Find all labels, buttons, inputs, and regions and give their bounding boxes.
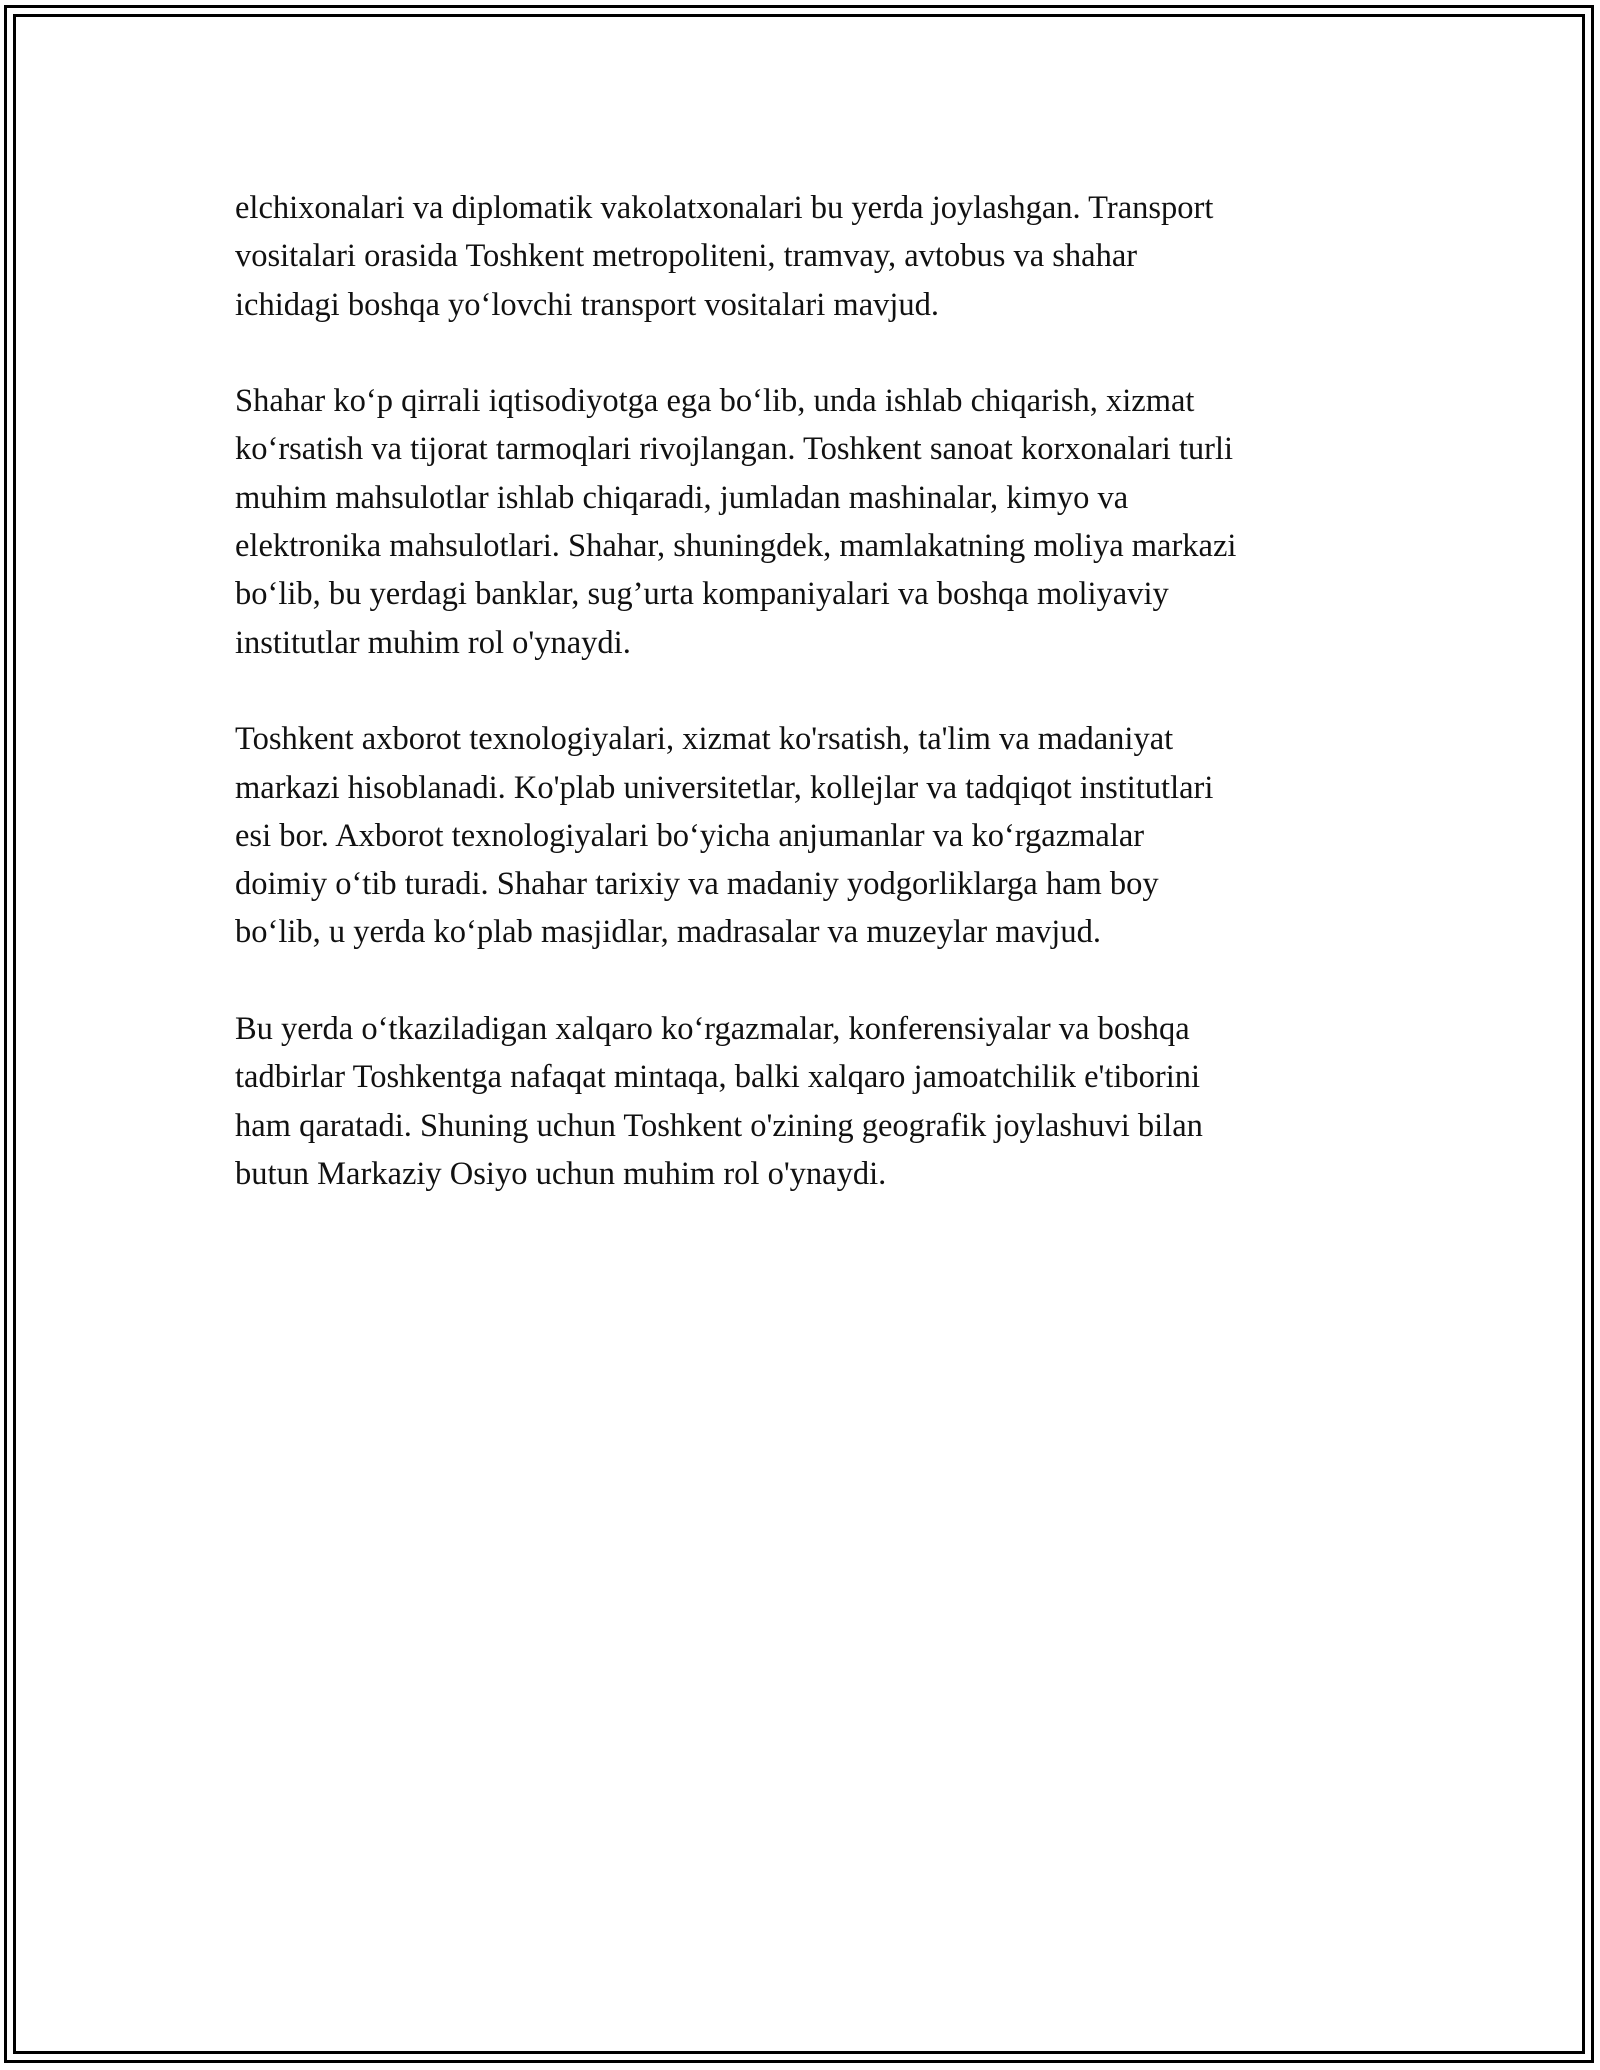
text-line: bo‘lib, u yerda ko‘plab masjidlar, madrasalar va muzeylar mavjud. bbox=[235, 914, 1101, 951]
text-line: muhim mahsulotlar ishlab chiqaradi, jumladan mashinalar, kimyo va bbox=[235, 479, 1129, 516]
text-line: Shahar ko‘p qirrali iqtisodiyotga ega bo‘lib, unda ishlab chiqarish, xizmat bbox=[235, 383, 1195, 420]
paragraph-economy bbox=[235, 377, 1375, 667]
text-line: esi bor. Axborot texnologiyalari bo‘yicha anjumanlar va ko‘rgazmalar bbox=[235, 817, 1145, 854]
text-line: doimiy o‘tib turadi. Shahar tarixiy va madaniy yodgorliklarga ham boy bbox=[235, 866, 1159, 903]
text-line: elchixonalari va diplomatik vakolatxonalari bu yerda joylashgan. Transport bbox=[235, 190, 1214, 226]
text-line: ko‘rsatish va tijorat tarmoqlari rivojlangan. Toshkent sanoat korxonalari turli bbox=[235, 431, 1234, 468]
text-line: markazi hisoblanadi. Ko'plab universitetlar, kollejlar va tadqiqot institutlari bbox=[235, 769, 1214, 806]
text-line: ichidagi boshqa yo‘lovchi transport vositalari mavjud. bbox=[235, 286, 940, 323]
text-line: Bu yerda o‘tkaziladigan xalqaro ko‘rgazmalar, konferensiyalar va boshqa bbox=[235, 1011, 1190, 1048]
paragraph-transport bbox=[235, 184, 1375, 329]
text-line: butun Markaziy Osiyo uchun muhim rol o'ynaydi. bbox=[235, 1155, 887, 1192]
paragraph-international-events bbox=[235, 1005, 1375, 1198]
text-line: elektronika mahsulotlari. Shahar, shuningdek, mamlakatning moliya markazi bbox=[235, 528, 1237, 565]
paragraph-education-culture bbox=[235, 715, 1375, 956]
text-line: tadbirlar Toshkentga nafaqat mintaqa, balki xalqaro jamoatchilik e'tiborini bbox=[235, 1059, 1201, 1096]
text-line: bo‘lib, bu yerdagi banklar, sug’urta kompaniyalari va boshqa moliyaviy bbox=[235, 576, 1169, 613]
text-line: institutlar muhim rol o'ynaydi. bbox=[235, 624, 631, 661]
text-line: vositalari orasida Toshkent metropoliteni, tramvay, avtobus va shahar bbox=[235, 238, 1138, 275]
text-line: ham qaratadi. Shuning uchun Toshkent o'zining geografik joylashuvi bilan bbox=[235, 1107, 1203, 1144]
document-body bbox=[235, 184, 1375, 1247]
text-line: Toshkent axborot texnologiyalari, xizmat ko'rsatish, ta'lim va madaniyat bbox=[235, 721, 1174, 758]
